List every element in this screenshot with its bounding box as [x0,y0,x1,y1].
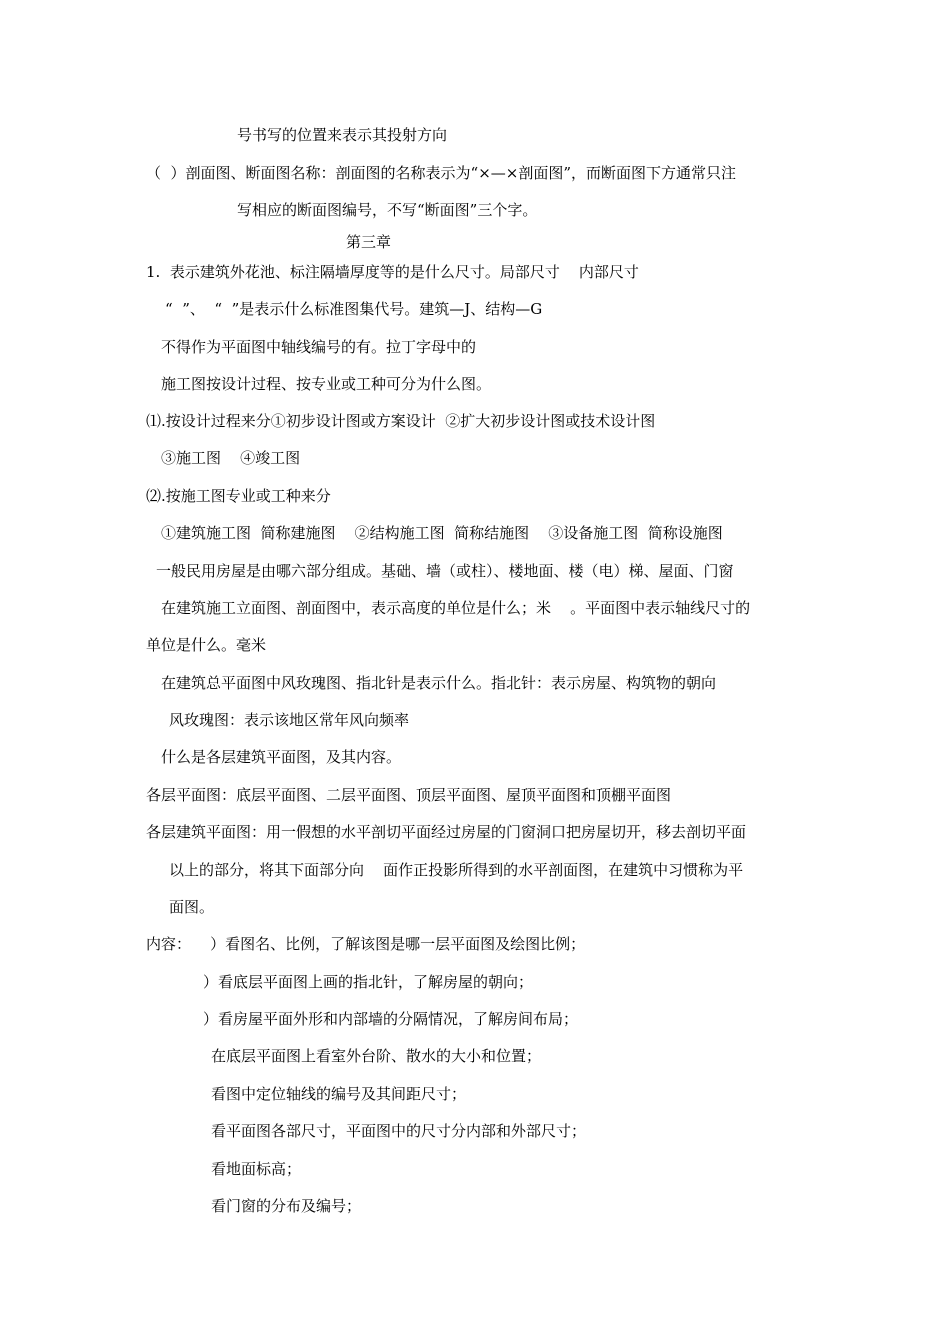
text-line: 单位是什么。毫米 [146,636,267,654]
text-line: 以上的部分，将其下面部分向 面作正投影所得到的水平剖面图，在建筑中习惯称为平 [169,861,744,879]
text-line: 什么是各层建筑平面图，及其内容。 [161,748,402,766]
text-line: 在建筑施工立面图、剖面图中，表示高度的单位是什么；米 。平面图中表示轴线尺寸的 [161,599,751,617]
text-line: 施工图按设计过程、按专业或工种可分为什么图。 [161,375,492,393]
text-line: 在底层平面图上看室外台阶、散水的大小和位置； [211,1047,542,1065]
text-line: 看门窗的分布及编号； [211,1197,362,1215]
text-line: 看图中定位轴线的编号及其间距尺寸； [211,1085,467,1103]
text-line: 各层建筑平面图：用一假想的水平剖切平面经过房屋的门窗洞口把房屋切开，移去剖切平面 [146,823,747,841]
text-line: 号书写的位置来表示其投射方向 [237,126,448,144]
text-line: 1. 表示建筑外花池、标注隔墙厚度等的是什么尺寸。局部尺寸 内部尺寸 [146,263,639,281]
text-line: 不得作为平面图中轴线编号的有。拉丁字母中的 [161,338,477,356]
text-line: 风玫瑰图：表示该地区常年风向频率 [169,711,410,729]
text-line: 看地面标高； [211,1160,302,1178]
text-line: 内容： ）看图名、比例，了解该图是哪一层平面图及绘图比例； [146,935,586,953]
text-line: （ ）剖面图、断面图名称：剖面图的名称表示为“×—×剖面图”，而断面图下方通常只注 [146,164,737,182]
text-line: ①建筑施工图 简称建施图 ②结构施工图 简称结施图 ③设备施工图 简称设施图 [161,524,723,542]
text-line: ⑵.按施工图专业或工种来分 [146,487,331,505]
text-line: 面图。 [169,898,215,916]
text-line: ③施工图 ④竣工图 [161,449,301,467]
text-line: 在建筑总平面图中风玫瑰图、指北针是表示什么。指北针：表示房屋、构筑物的朝向 [161,674,717,692]
text-line: ）看底层平面图上画的指北针，了解房屋的朝向； [203,973,534,991]
text-line: 各层平面图：底层平面图、二层平面图、顶层平面图、屋顶平面图和顶棚平面图 [146,786,672,804]
chapter-heading: 第三章 [346,233,392,251]
text-line: ⑴.按设计过程来分①初步设计图或方案设计 ②扩大初步设计图或技术设计图 [146,412,656,430]
text-line: 看平面图各部尺寸，平面图中的尺寸分内部和外部尺寸； [211,1122,587,1140]
text-line: ）看房屋平面外形和内部墙的分隔情况，了解房间布局； [203,1010,579,1028]
text-line: 一般民用房屋是由哪六部分组成。基础、墙（或柱）、楼地面、楼（电）梯、屋面、门窗 [156,562,734,580]
text-line: “ ”、 “ ”是表示什么标准图集代号。建筑—J、结构—G [165,300,543,318]
text-line: 写相应的断面图编号，不写“断面图”三个字。 [237,201,538,219]
